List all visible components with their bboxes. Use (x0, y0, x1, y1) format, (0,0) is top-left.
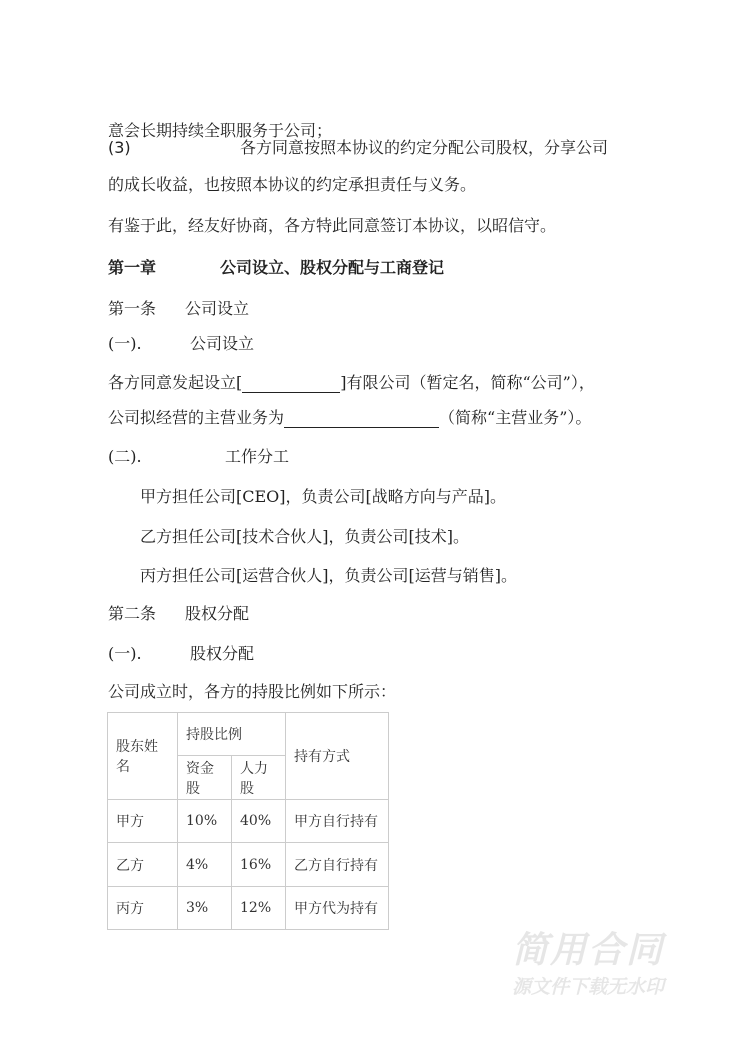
header-cell: 持有方式 (286, 713, 389, 800)
text: （简称“主营业务”）。 (439, 408, 592, 427)
chapter-title: 公司设立、股权分配与工商登记 (220, 258, 445, 277)
section-number: (一). (108, 334, 142, 353)
watermark-title: 简用合同 (512, 930, 665, 971)
paragraph: 有鉴于此，经友好协商，各方特此同意签订本协议，以昭信守。 (108, 216, 557, 235)
text: 公司拟经营的主营业务为 (108, 408, 285, 427)
header-cell: 股东姓名 (108, 713, 178, 800)
section-title: 股权分配 (190, 644, 255, 663)
paragraph: 的成长收益，也按照本协议的约定承担责任与义务。 (108, 175, 477, 194)
cell: 12% (232, 887, 286, 930)
table-row (108, 843, 389, 887)
cell: 4% (178, 843, 232, 887)
paragraph: 甲方担任公司[CEO]，负责公司[战略方向与产品]。 (140, 487, 507, 506)
cell: 甲方 (108, 800, 178, 843)
text: 各方同意发起设立[ (108, 373, 243, 392)
chapter-number: 第一章 (108, 258, 157, 277)
paragraph: 丙方担任公司[运营合伙人]，负责公司[运营与销售]。 (140, 566, 517, 585)
article-number: 第一条 (108, 299, 157, 318)
section-number: (二). (108, 447, 142, 466)
cell: 10% (178, 800, 232, 843)
text: ]有限公司（暂定名，简称“公司”）， (340, 373, 595, 392)
header-cell: 资金股 (178, 756, 232, 800)
watermark-subtitle: 源文件下载无水印 (512, 976, 665, 998)
section-title: 公司设立 (190, 334, 255, 353)
paragraph (108, 408, 591, 428)
article-number: 第二条 (108, 604, 157, 623)
paragraph: 乙方担任公司[技术合伙人]，负责公司[技术]。 (140, 527, 469, 546)
cell: 甲方自行持有 (286, 800, 389, 843)
article-title: 股权分配 (185, 604, 250, 623)
table-row (108, 800, 389, 843)
cell: 乙方 (108, 843, 178, 887)
table-row (108, 887, 389, 930)
cell: 40% (232, 800, 286, 843)
header-cell: 持股比例 (178, 713, 286, 756)
paragraph (108, 373, 595, 393)
section-number: (一). (108, 644, 142, 663)
paragraph: 公司成立时，各方的持股比例如下所示： (108, 682, 397, 701)
blank-field[interactable] (242, 376, 340, 393)
blank-field[interactable] (284, 411, 439, 428)
item-number: (3) (108, 138, 131, 157)
equity-table (107, 712, 389, 930)
cell: 甲方代为持有 (286, 887, 389, 930)
header-cell: 人力股 (232, 756, 286, 800)
cell: 16% (232, 843, 286, 887)
cell: 3% (178, 887, 232, 930)
cell: 丙方 (108, 887, 178, 930)
paragraph: 意会长期持续全职服务于公司； (108, 121, 333, 140)
section-title: 工作分工 (225, 447, 290, 466)
paragraph: 各方同意按照本协议的约定分配公司股权，分享公司 (240, 138, 609, 157)
cell: 乙方自行持有 (286, 843, 389, 887)
article-title: 公司设立 (185, 299, 250, 318)
